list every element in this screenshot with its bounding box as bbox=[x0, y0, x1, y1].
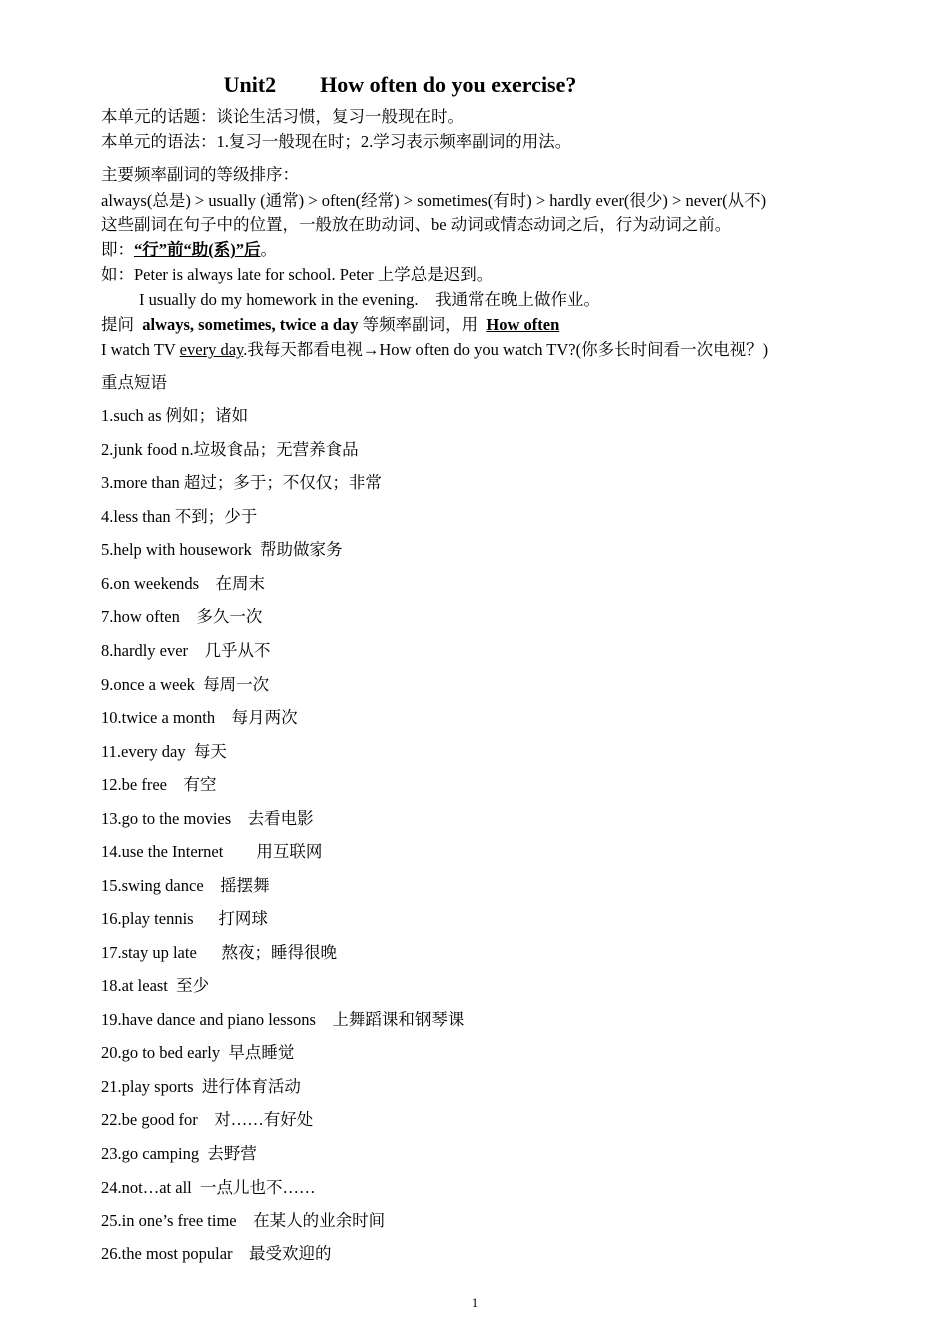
ranking-line: always(总是) > usually (通常) > often(经常) > sometimes(有时) > hardly ever(很少) > never(从不) bbox=[101, 191, 767, 210]
grammar-line: 本单元的语法：1.复习一般现在时；2.学习表示频率副词的用法。 bbox=[101, 132, 572, 151]
tv-example-line bbox=[101, 339, 768, 361]
list-item: 20.go to bed early 早点睡觉 bbox=[101, 1043, 295, 1062]
topic-line: 本单元的话题：谈论生活习惯，复习一般现在时。 bbox=[101, 107, 464, 126]
list-item: 25.in one’s free time 在某人的业余时间 bbox=[101, 1211, 386, 1230]
tv-prefix: I watch TV bbox=[101, 340, 180, 359]
list-item: 3.more than 超过；多于；不仅仅；非常 bbox=[101, 473, 382, 492]
list-item: 22.be good for 对……有好处 bbox=[101, 1110, 314, 1129]
question-answer: How often bbox=[486, 315, 560, 334]
example-line-2: I usually do my homework in the evening. 我通常在晚上做作业。 bbox=[139, 290, 601, 309]
list-item: 16.play tennis 打网球 bbox=[101, 909, 268, 928]
position-rule-line: 这些副词在句子中的位置，一般放在助动词、be 动词或情态动词之后，行为动词之前。 bbox=[101, 215, 732, 234]
list-item: 19.have dance and piano lessons 上舞蹈课和钢琴课 bbox=[101, 1010, 465, 1029]
list-item: 10.twice a month 每月两次 bbox=[101, 708, 298, 727]
rule-summary-suffix: 。 bbox=[260, 240, 277, 259]
rule-summary-prefix: 即： bbox=[101, 240, 134, 259]
ranking-heading: 主要频率副词的等级排序： bbox=[101, 165, 299, 184]
list-item: 23.go camping 去野营 bbox=[101, 1144, 257, 1163]
list-item: 8.hardly ever 几乎从不 bbox=[101, 641, 271, 660]
list-item: 14.use the Internet 用互联网 bbox=[101, 842, 323, 861]
question-adverbs: always, sometimes, twice a day bbox=[142, 315, 359, 334]
list-item: 6.on weekends 在周末 bbox=[101, 574, 266, 593]
list-item: 12.be free 有空 bbox=[101, 775, 217, 794]
list-item: 17.stay up late 熬夜；睡得很晚 bbox=[101, 943, 338, 962]
list-item: 21.play sports 进行体育活动 bbox=[101, 1077, 301, 1096]
list-item: 11.every day 每天 bbox=[101, 742, 227, 761]
phrases-heading: 重点短语 bbox=[101, 373, 167, 392]
rule-summary-emphasis: “行”前“助(系)”后 bbox=[134, 240, 261, 259]
question-line bbox=[101, 314, 559, 336]
tv-suffix: .我每天都看电视→How often do you watch TV?(你多长时间看一次电视？) bbox=[243, 340, 769, 359]
question-prefix: 提问 bbox=[101, 315, 143, 334]
list-item: 9.once a week 每周一次 bbox=[101, 675, 270, 694]
list-item: 24.not…at all 一点儿也不…… bbox=[101, 1178, 316, 1197]
question-mid: 等频率副词，用 bbox=[358, 315, 487, 334]
rule-summary-line bbox=[101, 239, 277, 261]
list-item: 2.junk food n.垃圾食品；无营养食品 bbox=[101, 440, 359, 459]
list-item: 4.less than 不到；少于 bbox=[101, 507, 258, 526]
list-item: 7.how often 多久一次 bbox=[101, 607, 263, 626]
list-item: 18.at least 至少 bbox=[101, 976, 210, 995]
tv-underlined: every day bbox=[179, 340, 244, 359]
list-item: 26.the most popular 最受欢迎的 bbox=[101, 1244, 332, 1263]
page-title: Unit2 How often do you exercise? bbox=[223, 72, 577, 97]
list-item: 15.swing dance 摇摆舞 bbox=[101, 876, 270, 895]
list-item: 1.such as 例如；诸如 bbox=[101, 406, 249, 425]
list-item: 5.help with housework 帮助做家务 bbox=[101, 540, 343, 559]
example-line-1: 如：Peter is always late for school. Peter 上学总是迟到。 bbox=[101, 265, 494, 284]
page-number: 1 bbox=[471, 1295, 479, 1310]
list-item: 13.go to the movies 去看电影 bbox=[101, 809, 314, 828]
